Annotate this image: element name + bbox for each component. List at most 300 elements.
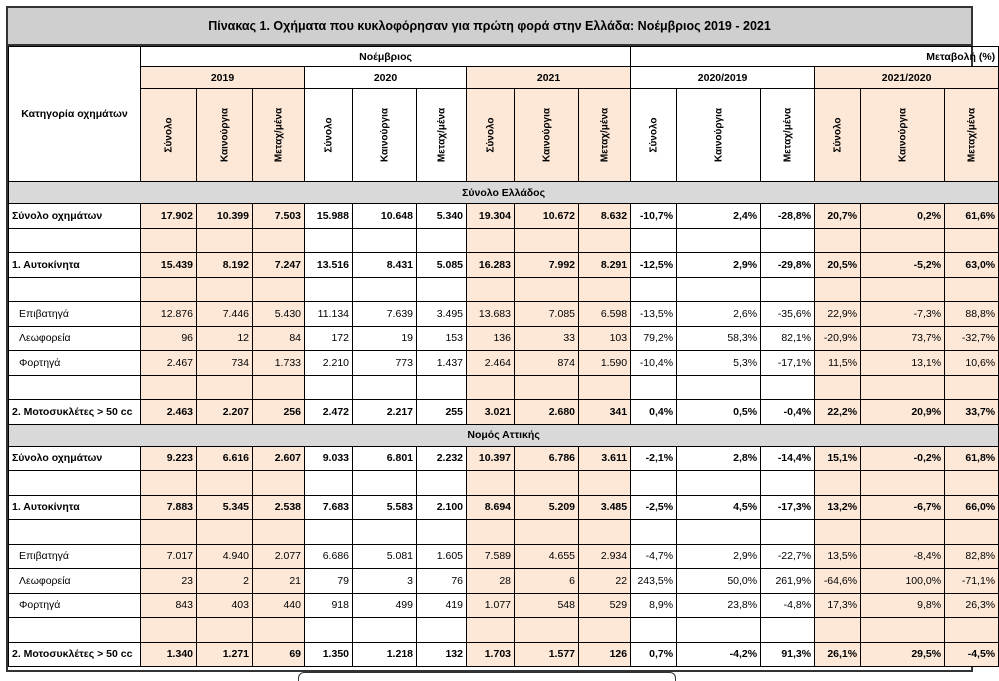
table-cell: 82,1% (761, 326, 815, 351)
subcol-label: Μεταχ/μένα (782, 107, 794, 163)
table-cell: 103 (579, 326, 631, 351)
table-cell (579, 520, 631, 545)
row-label (9, 471, 141, 496)
table-cell: 1.590 (579, 351, 631, 376)
table-cell: 0,4% (631, 400, 677, 425)
table-cell (761, 375, 815, 400)
table-cell: 2,4% (677, 204, 761, 229)
table-cell: -4,7% (631, 544, 677, 569)
row-label (9, 520, 141, 545)
table-cell: 26,3% (945, 593, 999, 618)
table-row (9, 544, 999, 569)
table-cell: -4,2% (677, 642, 761, 667)
table-cell (631, 520, 677, 545)
table-cell (467, 277, 515, 302)
table-cell: 3.485 (579, 495, 631, 520)
table-cell (467, 520, 515, 545)
table-cell: 20,5% (815, 253, 861, 278)
table-cell (515, 375, 579, 400)
section-title: Νομός Αττικής (9, 424, 999, 446)
table-cell: 13,2% (815, 495, 861, 520)
spacer-row (9, 277, 999, 302)
table-cell: 5,3% (677, 351, 761, 376)
table-cell: -32,7% (945, 326, 999, 351)
table-cell (141, 471, 197, 496)
table-cell: 22,2% (815, 400, 861, 425)
table-cell: 33,7% (945, 400, 999, 425)
table-cell: 5.345 (197, 495, 253, 520)
spacer-row (9, 618, 999, 643)
table-cell: 5.209 (515, 495, 579, 520)
table-cell: 2.607 (253, 446, 305, 471)
table-cell (353, 618, 417, 643)
table-cell: 2.463 (141, 400, 197, 425)
subcol-header (631, 89, 677, 182)
table-cell (815, 471, 861, 496)
table-cell: 548 (515, 593, 579, 618)
table-cell (677, 471, 761, 496)
table-cell (417, 277, 467, 302)
table-cell: -64,6% (815, 569, 861, 594)
table-cell (631, 277, 677, 302)
table-cell: 2.934 (579, 544, 631, 569)
table-cell: 16.283 (467, 253, 515, 278)
table-cell: -17,1% (761, 351, 815, 376)
table-cell: 243,5% (631, 569, 677, 594)
table-cell (141, 277, 197, 302)
table-cell (253, 520, 305, 545)
table-cell: 29,5% (861, 642, 945, 667)
table-cell: 7.883 (141, 495, 197, 520)
table-row (9, 326, 999, 351)
table-cell: -8,4% (861, 544, 945, 569)
table-cell (353, 228, 417, 253)
table-cell: 1.218 (353, 642, 417, 667)
table-cell: -6,7% (861, 495, 945, 520)
table-cell: 79 (305, 569, 353, 594)
year-header-2020: 2020 (305, 67, 467, 89)
table-cell (677, 375, 761, 400)
table-cell: 10,6% (945, 351, 999, 376)
table-cell (305, 277, 353, 302)
table-cell: 76 (417, 569, 467, 594)
table-cell: 7.992 (515, 253, 579, 278)
table-cell: 69 (253, 642, 305, 667)
table-cell: 1.271 (197, 642, 253, 667)
table-cell (141, 618, 197, 643)
table-cell: 773 (353, 351, 417, 376)
group-header-november: Νοέμβριος (141, 47, 631, 67)
table-row (9, 351, 999, 376)
table-cell: 20,7% (815, 204, 861, 229)
table-cell: 2,6% (677, 302, 761, 327)
table-cell (305, 471, 353, 496)
spacer-row (9, 228, 999, 253)
table-cell: -28,8% (761, 204, 815, 229)
table-cell (761, 618, 815, 643)
table-cell (197, 520, 253, 545)
subcol-label: Καινούργια (541, 107, 552, 163)
table-cell (815, 228, 861, 253)
table-cell (761, 471, 815, 496)
table-cell: 33 (515, 326, 579, 351)
table-cell: 100,0% (861, 569, 945, 594)
table-cell: 0,2% (861, 204, 945, 229)
table-cell: 6.686 (305, 544, 353, 569)
table-cell: 0,7% (631, 642, 677, 667)
table-cell: 126 (579, 642, 631, 667)
row-label: 2. Μοτοσυκλέτες > 50 cc (9, 642, 141, 667)
table-cell: -29,8% (761, 253, 815, 278)
table-cell: 7.017 (141, 544, 197, 569)
table-cell (141, 520, 197, 545)
table-cell (353, 471, 417, 496)
table-cell: 7.639 (353, 302, 417, 327)
table-cell (631, 618, 677, 643)
table-cell: 13,1% (861, 351, 945, 376)
table-cell (417, 471, 467, 496)
subcol-header (761, 89, 815, 182)
row-label: Σύνολο οχημάτων (9, 204, 141, 229)
table-cell (515, 228, 579, 253)
table-cell: 8.632 (579, 204, 631, 229)
table-cell: 5.340 (417, 204, 467, 229)
table-cell: 2.472 (305, 400, 353, 425)
subcol-label: Σύνολο (323, 117, 334, 153)
table-cell (467, 228, 515, 253)
subcol-header (417, 89, 467, 182)
table-row (9, 495, 999, 520)
table-cell: 96 (141, 326, 197, 351)
table-cell: -0,2% (861, 446, 945, 471)
table-cell (861, 228, 945, 253)
table-cell: -4,5% (945, 642, 999, 667)
table-cell (253, 471, 305, 496)
row-label: 1. Αυτοκίνητα (9, 253, 141, 278)
table-cell: 1.350 (305, 642, 353, 667)
table-cell: 734 (197, 351, 253, 376)
table-cell: -17,3% (761, 495, 815, 520)
table-cell: 21 (253, 569, 305, 594)
table-cell: 8,9% (631, 593, 677, 618)
spacer-row (9, 375, 999, 400)
table-cell (945, 375, 999, 400)
table-cell (305, 375, 353, 400)
table-cell: 2.467 (141, 351, 197, 376)
row-label: Φορτηγά (9, 593, 141, 618)
table-cell (631, 228, 677, 253)
table-cell: 7.446 (197, 302, 253, 327)
table-cell: 419 (417, 593, 467, 618)
subcol-label: Καινούργια (713, 107, 725, 163)
table-cell: 66,0% (945, 495, 999, 520)
table-cell: 4,5% (677, 495, 761, 520)
table-cell: 2.077 (253, 544, 305, 569)
table-cell: 11,5% (815, 351, 861, 376)
table-cell: 5.085 (417, 253, 467, 278)
table-cell: 1.577 (515, 642, 579, 667)
table-cell: 13.683 (467, 302, 515, 327)
table-cell: 82,8% (945, 544, 999, 569)
row-label: Φορτηγά (9, 351, 141, 376)
subcol-label: Μεταχ/μένα (273, 107, 284, 163)
table-cell: 26,1% (815, 642, 861, 667)
table-cell (141, 375, 197, 400)
table-cell: 2,8% (677, 446, 761, 471)
table-row (9, 302, 999, 327)
table-cell (253, 277, 305, 302)
bottom-tab (298, 672, 676, 681)
table-cell: 132 (417, 642, 467, 667)
table-cell (861, 520, 945, 545)
table-cell (353, 375, 417, 400)
table-cell (197, 375, 253, 400)
table-cell (467, 618, 515, 643)
table-cell: 10.672 (515, 204, 579, 229)
table-cell (467, 471, 515, 496)
table-cell: 2,9% (677, 544, 761, 569)
row-label: Σύνολο οχημάτων (9, 446, 141, 471)
subcol-label: Σύνολο (485, 117, 496, 153)
table-cell: 2.232 (417, 446, 467, 471)
table-cell: 6 (515, 569, 579, 594)
table-cell: 28 (467, 569, 515, 594)
table-cell: -14,4% (761, 446, 815, 471)
subcol-label: Καινούργια (219, 107, 230, 163)
year-header-2019: 2019 (141, 67, 305, 89)
table-cell (515, 277, 579, 302)
table-cell (417, 375, 467, 400)
table-cell (579, 228, 631, 253)
table-cell: -4,8% (761, 593, 815, 618)
table-cell: 1.077 (467, 593, 515, 618)
table-cell (305, 228, 353, 253)
table-cell (197, 228, 253, 253)
table-cell (515, 520, 579, 545)
table-cell (815, 618, 861, 643)
table-cell: 63,0% (945, 253, 999, 278)
table-cell: -2,1% (631, 446, 677, 471)
table-cell: 2 (197, 569, 253, 594)
table-row (9, 446, 999, 471)
table-cell (761, 277, 815, 302)
table-row (9, 593, 999, 618)
table-cell: 50,0% (677, 569, 761, 594)
table-cell: 261,9% (761, 569, 815, 594)
table-cell: 6.801 (353, 446, 417, 471)
subcol-header (945, 89, 999, 182)
table-cell (253, 618, 305, 643)
table-cell: 2.210 (305, 351, 353, 376)
table-cell: 10.397 (467, 446, 515, 471)
table-cell (253, 375, 305, 400)
subcol-header (253, 89, 305, 182)
table-cell: 172 (305, 326, 353, 351)
table-row (9, 642, 999, 667)
section-title: Σύνολο Ελλάδος (9, 182, 999, 204)
table-cell (353, 277, 417, 302)
row-label (9, 228, 141, 253)
table-cell: 15.439 (141, 253, 197, 278)
row-label: 1. Αυτοκίνητα (9, 495, 141, 520)
table-cell: -2,5% (631, 495, 677, 520)
table-cell (417, 228, 467, 253)
table-cell: 255 (417, 400, 467, 425)
table-cell: 22 (579, 569, 631, 594)
table-cell: 12.876 (141, 302, 197, 327)
table-cell: 79,2% (631, 326, 677, 351)
table-cell: 2.100 (417, 495, 467, 520)
table-cell: 1.703 (467, 642, 515, 667)
table-cell: 874 (515, 351, 579, 376)
row-label: Λεωφορεία (9, 569, 141, 594)
table-cell (945, 471, 999, 496)
table-row (9, 400, 999, 425)
table-cell: 2.217 (353, 400, 417, 425)
table-cell: 8.694 (467, 495, 515, 520)
group-header-change: Μεταβολή (%) (631, 47, 999, 67)
table-cell: 6.786 (515, 446, 579, 471)
table-cell: 10.399 (197, 204, 253, 229)
table-title: Πίνακας 1. Οχήματα που κυκλοφόρησαν για πρώτη φορά στην Ελλάδα: Νοέμβριος 2019 - 2021 (8, 8, 971, 46)
subcol-label: Μεταχ/μένα (966, 107, 978, 163)
change-header-2021-2020: 2021/2020 (815, 67, 999, 89)
table-cell: 7.683 (305, 495, 353, 520)
table-cell: 5.583 (353, 495, 417, 520)
table-cell: 3.611 (579, 446, 631, 471)
table-cell: 136 (467, 326, 515, 351)
table-cell: 918 (305, 593, 353, 618)
table-cell: 1.605 (417, 544, 467, 569)
table-row (9, 204, 999, 229)
subcol-label: Σύνολο (832, 117, 844, 153)
table-cell: 7.247 (253, 253, 305, 278)
table-cell (197, 471, 253, 496)
table-cell: 6.616 (197, 446, 253, 471)
table-cell (861, 375, 945, 400)
table-cell: 8.431 (353, 253, 417, 278)
table-cell: 9.223 (141, 446, 197, 471)
table-cell (815, 375, 861, 400)
table-cell (515, 471, 579, 496)
table-cell: 153 (417, 326, 467, 351)
category-header: Κατηγορία οχημάτων (9, 47, 141, 182)
table-cell: 22,9% (815, 302, 861, 327)
row-label (9, 618, 141, 643)
table-cell (417, 520, 467, 545)
table-cell: 2.680 (515, 400, 579, 425)
table-cell: -5,2% (861, 253, 945, 278)
subcol-label: Σύνολο (163, 117, 174, 153)
table-cell (945, 228, 999, 253)
table-cell: 1.340 (141, 642, 197, 667)
table-cell (815, 277, 861, 302)
table-cell: 499 (353, 593, 417, 618)
table-cell: 8.291 (579, 253, 631, 278)
table-cell: 3.021 (467, 400, 515, 425)
table-cell: 4.940 (197, 544, 253, 569)
table-cell: 7.085 (515, 302, 579, 327)
subcol-header (861, 89, 945, 182)
spacer-row (9, 471, 999, 496)
table-cell: 10.648 (353, 204, 417, 229)
row-label (9, 277, 141, 302)
table-cell: 17,3% (815, 593, 861, 618)
table-cell: 6.598 (579, 302, 631, 327)
table-cell: 7.589 (467, 544, 515, 569)
table-cell: 529 (579, 593, 631, 618)
subcol-label: Μεταχ/μένα (436, 107, 447, 163)
table-cell: 91,3% (761, 642, 815, 667)
table-cell (945, 618, 999, 643)
table-cell: 73,7% (861, 326, 945, 351)
row-label (9, 375, 141, 400)
table-cell: -22,7% (761, 544, 815, 569)
table-cell: 2.464 (467, 351, 515, 376)
table-cell: -13,5% (631, 302, 677, 327)
table-cell (861, 618, 945, 643)
table-cell: -0,4% (761, 400, 815, 425)
subcol-label: Καινούργια (897, 107, 909, 163)
table-cell: -20,9% (815, 326, 861, 351)
subcol-header (197, 89, 253, 182)
subcol-header (515, 89, 579, 182)
table-cell: 9.033 (305, 446, 353, 471)
table-cell: 9,8% (861, 593, 945, 618)
table-cell: 1.437 (417, 351, 467, 376)
table-cell: 5.430 (253, 302, 305, 327)
table-cell (579, 471, 631, 496)
table-cell: 88,8% (945, 302, 999, 327)
subcol-header (353, 89, 417, 182)
table-cell: 13.516 (305, 253, 353, 278)
table-cell (677, 277, 761, 302)
subcol-label: Σύνολο (648, 117, 660, 153)
table-cell: 61,8% (945, 446, 999, 471)
table-cell: 7.503 (253, 204, 305, 229)
table-cell: 58,3% (677, 326, 761, 351)
table-cell: 12 (197, 326, 253, 351)
table-cell (353, 520, 417, 545)
table-cell: 23,8% (677, 593, 761, 618)
table-cell: 13,5% (815, 544, 861, 569)
row-label: Επιβατηγά (9, 302, 141, 327)
table-cell (141, 228, 197, 253)
table-cell: 15,1% (815, 446, 861, 471)
subcol-header (579, 89, 631, 182)
change-header-2020-2019: 2020/2019 (631, 67, 815, 89)
table-cell (761, 228, 815, 253)
table-cell: 5.081 (353, 544, 417, 569)
subcol-header (305, 89, 353, 182)
table-cell: 23 (141, 569, 197, 594)
table-cell (467, 375, 515, 400)
table-row (9, 569, 999, 594)
spacer-row (9, 520, 999, 545)
table-cell (761, 520, 815, 545)
table-cell (631, 471, 677, 496)
table-cell: 2.538 (253, 495, 305, 520)
table-cell: 4.655 (515, 544, 579, 569)
subcol-header (815, 89, 861, 182)
table-cell: -35,6% (761, 302, 815, 327)
table-cell: -71,1% (945, 569, 999, 594)
table-cell (677, 520, 761, 545)
year-header-2021: 2021 (467, 67, 631, 89)
table-cell: 11.134 (305, 302, 353, 327)
subcol-header (677, 89, 761, 182)
subcol-header (467, 89, 515, 182)
